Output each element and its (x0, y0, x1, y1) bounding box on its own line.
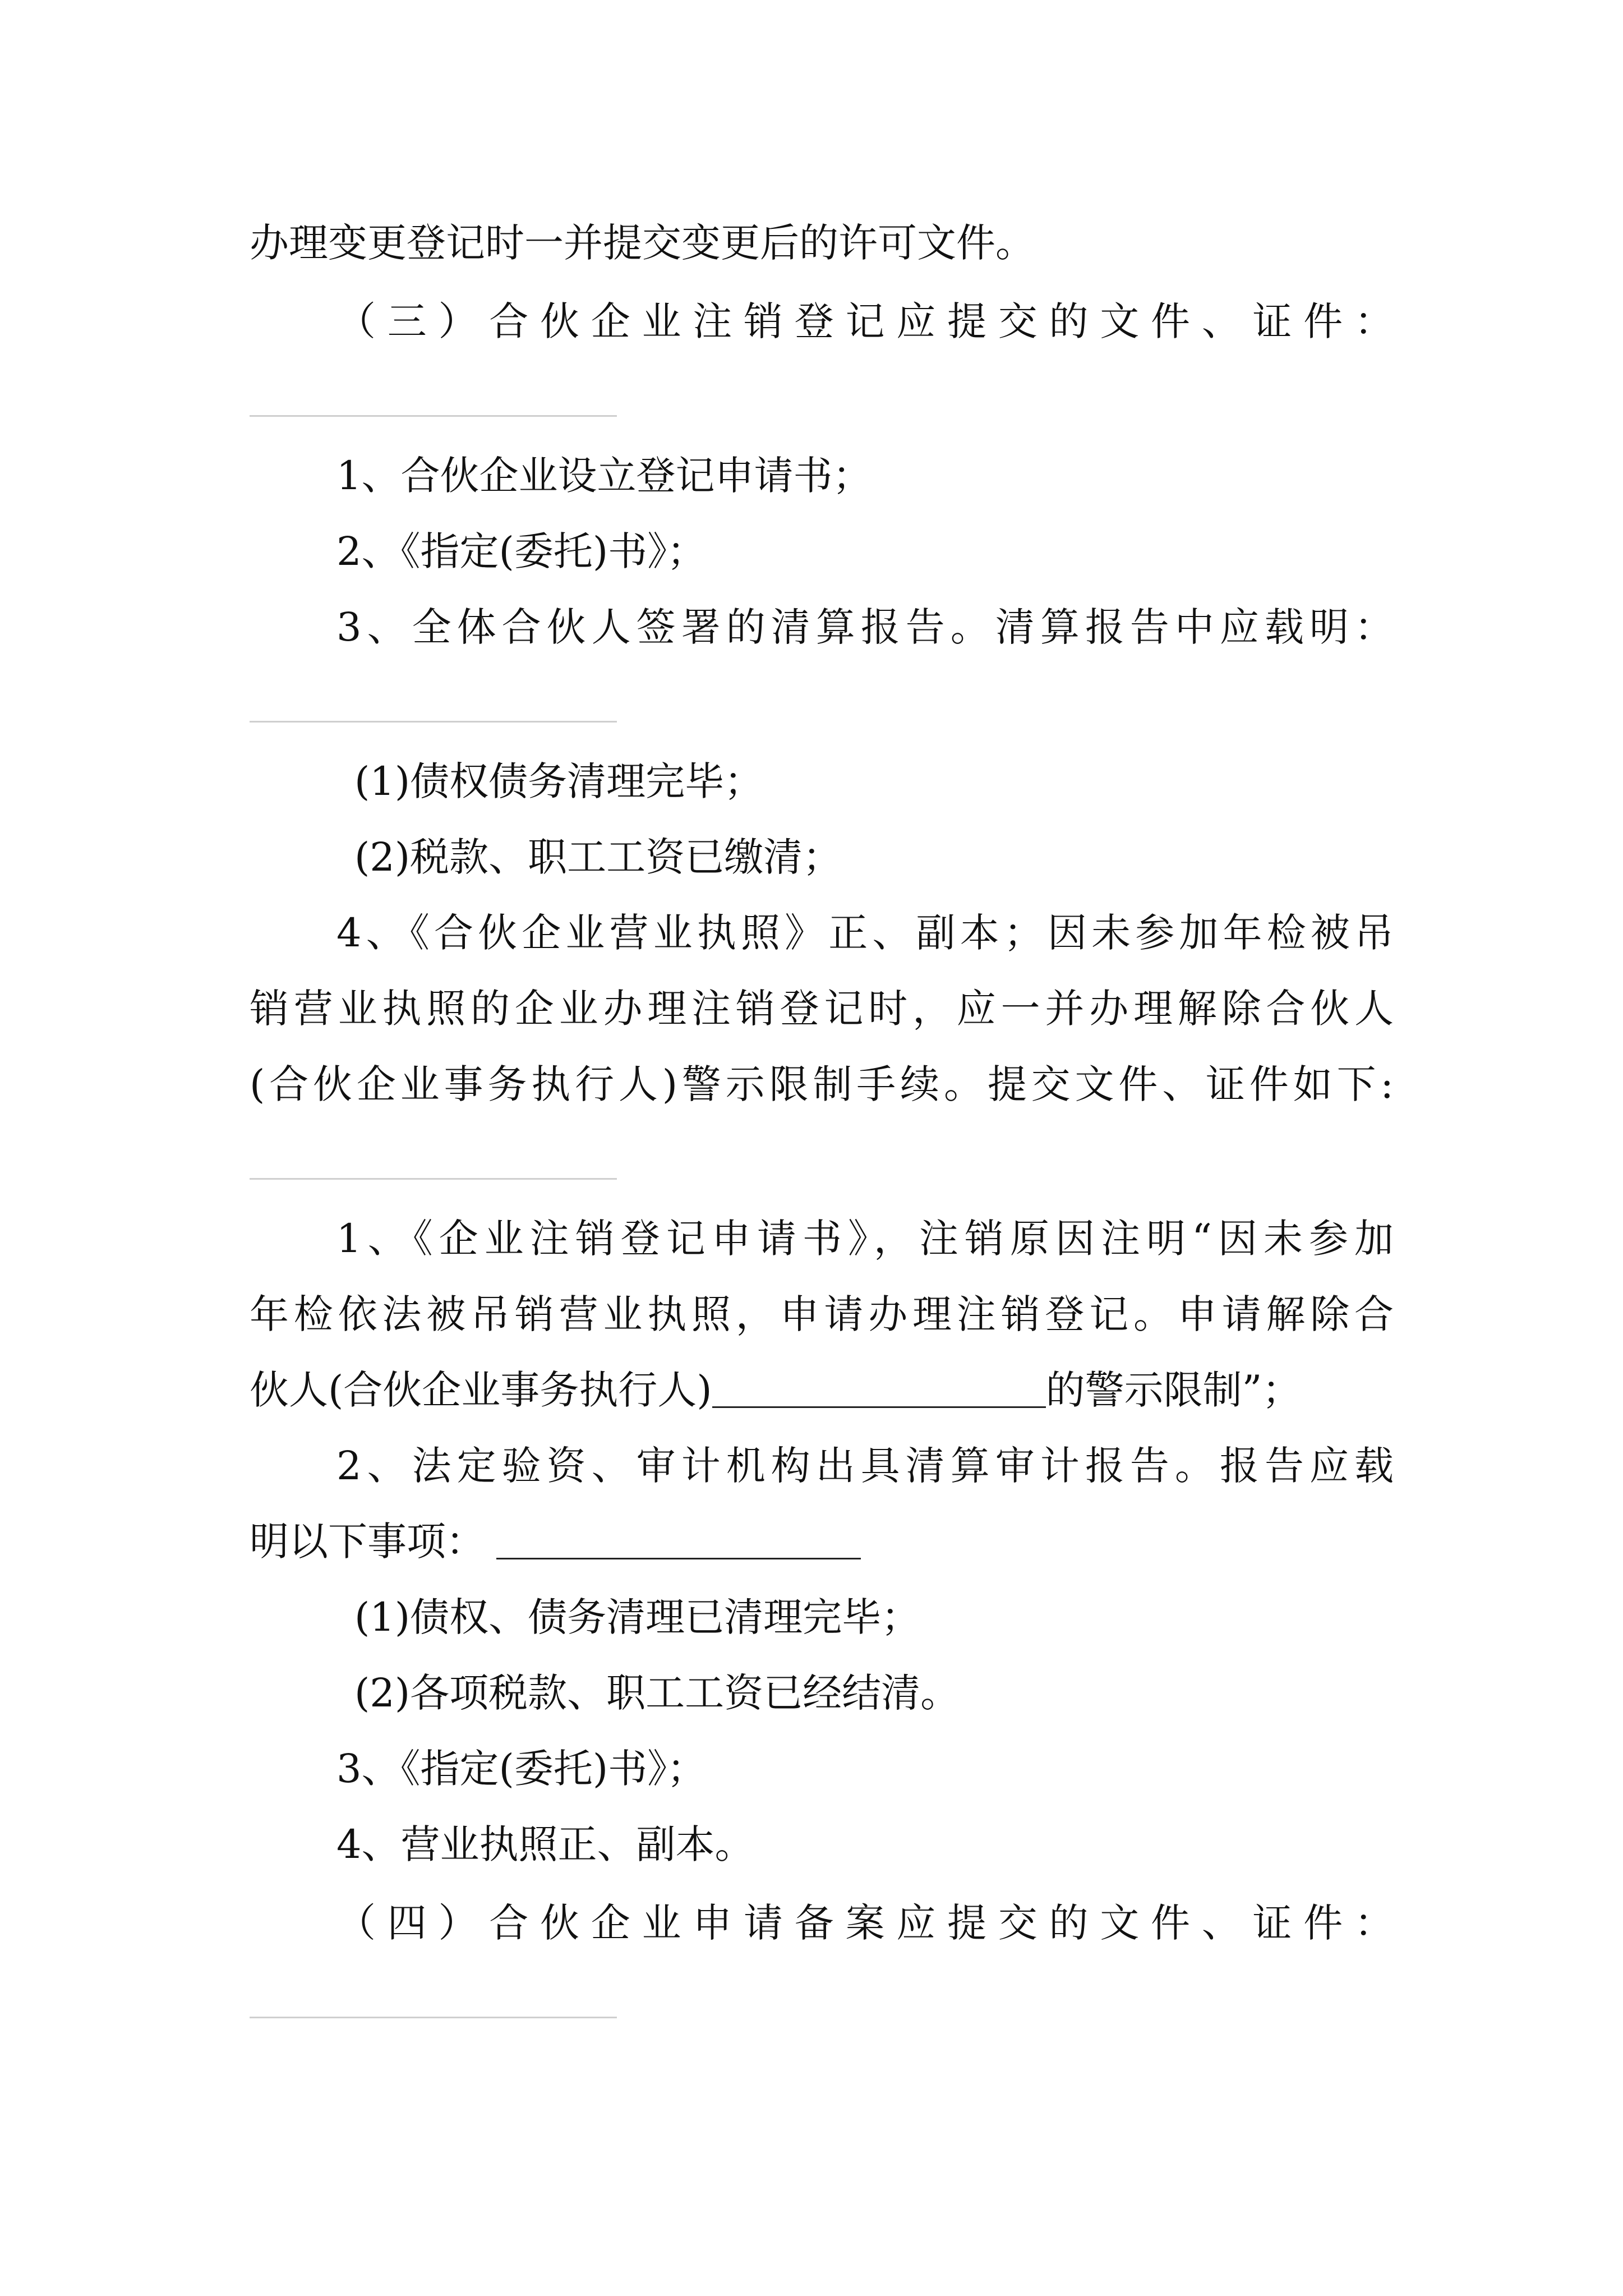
paragraph-line: 销营业执照的企业办理注销登记时，应一并办理解除合伙人 (250, 986, 1394, 1032)
paragraph-line: (合伙企业事务执行人)警示限制手续。提交文件、证件如下: (250, 1061, 1394, 1107)
section-heading-four: （四）合伙企业申请备案应提交的文件、证件： (336, 1900, 1394, 1946)
list-item: 4、营业执照正、副本。 (336, 1821, 754, 1867)
section-heading-three: （三）合伙企业注销登记应提交的文件、证件： (336, 298, 1394, 344)
separator-rule (250, 415, 617, 417)
line-text: 的警示限制”； (1045, 1367, 1302, 1413)
line-text: 伙人(合伙企业事务执行人) (250, 1367, 712, 1413)
list-item: 2、法定验资、审计机构出具清算审计报告。报告应载 (336, 1443, 1394, 1489)
paragraph-line (250, 1515, 1394, 1568)
sub-list-item: (2)税款、职工工资已缴清； (354, 834, 842, 880)
list-item: 2、《指定(委托)书》； (336, 528, 707, 574)
paragraph-line (250, 1363, 1394, 1417)
fill-in-blank (496, 1522, 861, 1559)
paragraph-line: 年检依法被吊销营业执照，申请办理注销登记。申请解除合 (250, 1291, 1394, 1337)
list-item: 4、《合伙企业营业执照》正、副本；因未参加年检被吊 (336, 910, 1394, 956)
separator-rule (250, 1178, 617, 1180)
list-item: 1、《企业注销登记申请书》，注销原因注明“因未参加 (336, 1216, 1394, 1262)
separator-rule (250, 2017, 617, 2018)
sub-list-item: (2)各项税款、职工工资已经结清。 (354, 1670, 960, 1716)
list-item: 1、合伙企业设立登记申请书； (336, 453, 872, 499)
sub-list-item: (1)债权债务清理完毕； (354, 758, 764, 804)
separator-rule (250, 721, 617, 723)
list-item: 3、全体合伙人签署的清算报告。清算报告中应载明： (336, 604, 1394, 650)
list-item: 3、《指定(委托)书》； (336, 1746, 707, 1792)
fill-in-blank (712, 1370, 1046, 1408)
sub-list-item: (1)债权、债务清理已清理完毕； (354, 1594, 921, 1640)
paragraph-line: 办理变更登记时一并提交变更后的许可文件。 (250, 220, 1035, 266)
line-text: 明以下事项： (250, 1519, 485, 1565)
